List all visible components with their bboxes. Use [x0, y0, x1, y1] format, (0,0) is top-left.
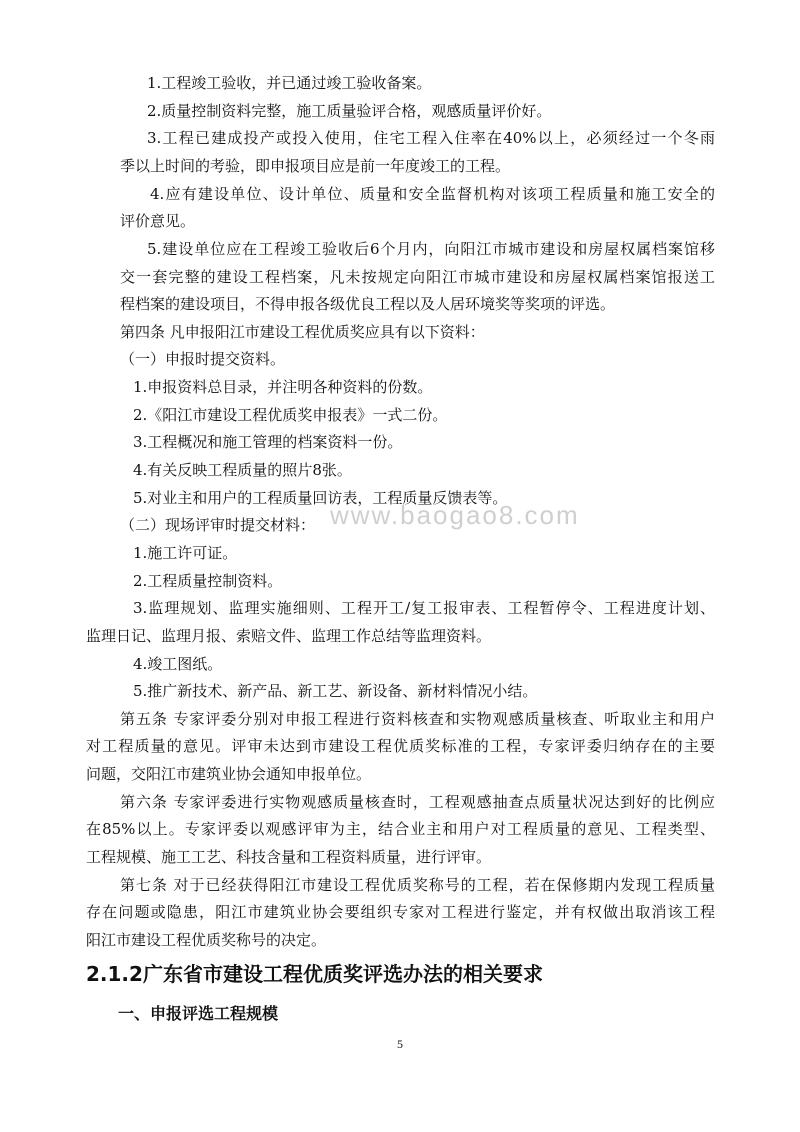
body-line: 存在问题或隐患，阳江市建筑业协会要组织专家对工程进行鉴定，并有权做出取消该工程 [86, 903, 715, 921]
body-line: 1.申报资料总目录，并注明各种资料的份数。 [133, 378, 433, 396]
body-line: 4.竣工图纸。 [133, 655, 223, 673]
body-line: 工程规模、施工工艺、科技含量和工程资料质量，进行评审。 [86, 848, 492, 866]
body-line: 4.有关反映工程质量的照片8张。 [133, 461, 352, 479]
body-line: 1.施工许可证。 [133, 544, 238, 562]
body-line: 季以上时间的考验，即申报项目应是前一年度竣工的工程。 [120, 157, 511, 175]
body-line: 对工程质量的意见。评审未达到市建设工程优质奖标准的工程，专家评委归纳存在的主要 [86, 737, 715, 755]
watermark: www.baogao8.com [330, 500, 580, 530]
list-heading: （二）现场评审时提交材料： [120, 516, 316, 534]
body-line: 5.建设单位应在工程竣工验收后6个月内，向阳江市城市建设和房屋权属档案馆移 [147, 240, 715, 258]
page-number: 5 [397, 1037, 403, 1051]
body-line: 3.监理规划、监理实施细则、工程开工/复工报审表、工程暂停令、工程进度计划、 [133, 599, 715, 617]
body-line: 阳江市建设工程优质奖称号的决定。 [86, 931, 327, 949]
body-line: 交一套完整的建设工程档案，凡未按规定向阳江市城市建设和房屋权属档案馆报送工 [120, 268, 715, 286]
body-line: 5.推广新技术、新产品、新工艺、新设备、新材料情况小结。 [133, 682, 538, 700]
body-line: 1.工程竣工验收，并已通过竣工验收备案。 [147, 74, 432, 92]
body-line: 在85%以上。专家评委以观感评审为主，结合业主和用户对工程质量的意见、工程类型、 [86, 820, 715, 838]
body-line: 监理日记、监理月报、索赔文件、监理工作总结等监理资料。 [86, 627, 492, 645]
article-heading: 第四条 凡申报阳江市建设工程优质奖应具有以下资料： [120, 323, 485, 341]
body-line: 第七条 对于已经获得阳江市建设工程优质奖称号的工程，若在保修期内发现工程质量 [120, 876, 715, 894]
body-line: 2.《阳江市建设工程优质奖申报表》一式二份。 [133, 406, 448, 424]
body-line: 5.对业主和用户的工程质量回访表，工程质量反馈表等。 [133, 489, 508, 507]
list-heading: （一）申报时提交资料。 [120, 350, 286, 368]
body-line: 问题，交阳江市建筑业协会通知申报单位。 [86, 765, 372, 783]
body-line: 评价意见。 [120, 212, 196, 230]
body-line: 3.工程已建成投产或投入使用，住宅工程入住率在40%以上，必须经过一个冬雨 [147, 129, 715, 147]
body-line: 2.工程质量控制资料。 [133, 572, 283, 590]
body-line: 3.工程概况和施工管理的档案资料一份。 [133, 433, 403, 451]
subsection-heading: 一、申报评选工程规模 [118, 1004, 279, 1023]
body-line: 第五条 专家评委分别对申报工程进行资料核查和实物观感质量核查、听取业主和用户 [120, 710, 715, 728]
body-line: 第六条 专家评委进行实物观感质量核查时，工程观感抽查点质量状况达到好的比例应 [120, 793, 715, 811]
body-line: 程档案的建设项目，不得申报各级优良工程以及人居环境奖等奖项的评选。 [120, 295, 616, 313]
section-heading: 2.1.2广东省市建设工程优质奖评选办法的相关要求 [86, 962, 543, 986]
body-line: 4.应有建设单位、设计单位、质量和安全监督机构对该项工程质量和施工安全的 [150, 185, 715, 203]
body-line: 2.质量控制资料完整，施工质量验评合格，观感质量评价好。 [147, 102, 552, 120]
